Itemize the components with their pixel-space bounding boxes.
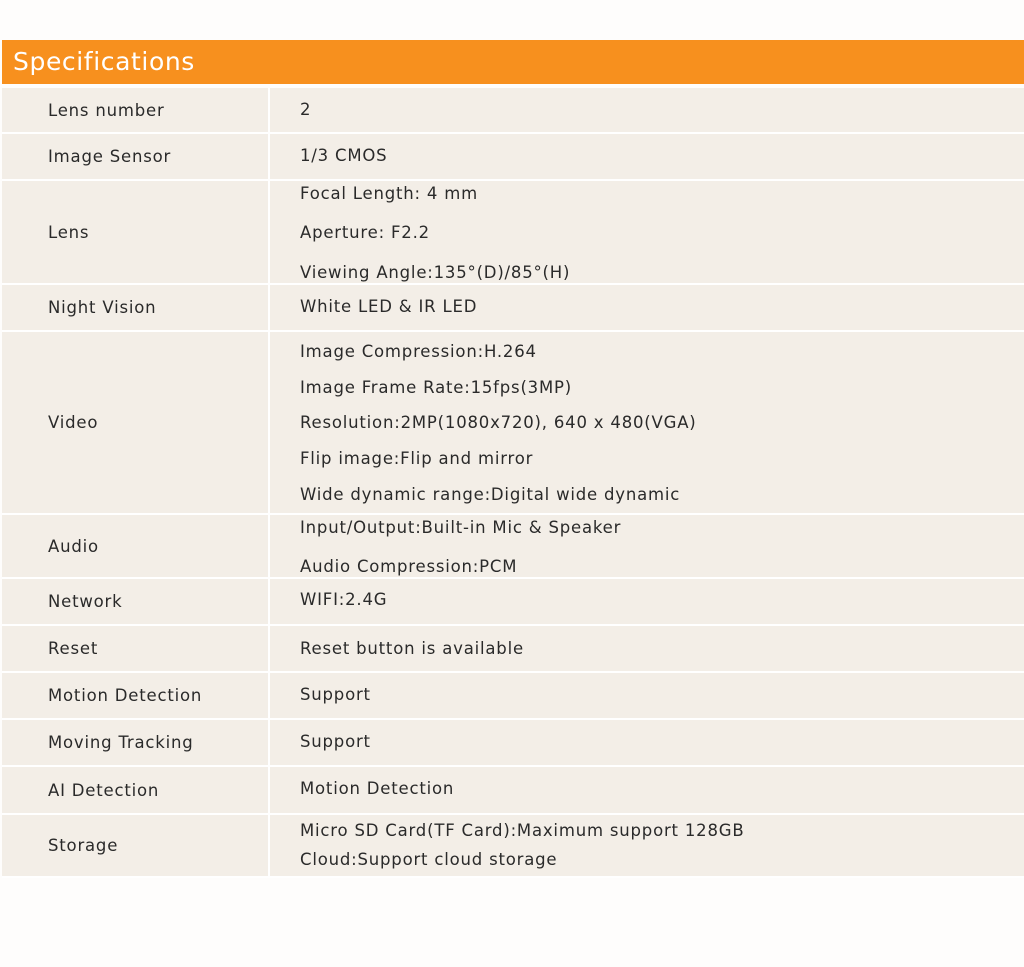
spec-value: 2 — [300, 100, 312, 119]
spec-values — [272, 181, 1024, 283]
spec-label: Audio — [2, 515, 270, 577]
spec-row — [2, 720, 1024, 767]
spec-row — [2, 285, 1024, 332]
spec-label: Image Sensor — [2, 134, 270, 179]
page-title: Specifications — [13, 47, 195, 76]
spec-value: White LED & IR LED — [300, 297, 478, 316]
spec-row — [2, 767, 1024, 815]
spec-values — [272, 285, 1024, 330]
spec-row — [2, 673, 1024, 720]
spec-table — [2, 88, 1024, 878]
spec-values — [272, 515, 1024, 577]
spec-values — [272, 626, 1024, 671]
spec-row — [2, 134, 1024, 181]
spec-values — [272, 88, 1024, 132]
spec-value: Motion Detection — [300, 779, 455, 798]
spec-value: Focal Length: 4 mm — [300, 184, 479, 203]
spec-label: Video — [2, 332, 270, 513]
spec-value: Cloud:Support cloud storage — [300, 850, 558, 869]
spec-label: Motion Detection — [2, 673, 270, 718]
spec-row — [2, 332, 1024, 515]
spec-value: Image Compression:H.264 — [300, 342, 537, 361]
spec-values — [272, 673, 1024, 718]
spec-value: WIFI:2.4G — [300, 590, 388, 609]
spec-value: Viewing Angle:135°(D)/85°(H) — [300, 263, 571, 282]
specifications-header — [2, 40, 1024, 84]
spec-value: Input/Output:Built-in Mic & Speaker — [300, 518, 622, 537]
spec-row — [2, 181, 1024, 285]
spec-value: 1/3 CMOS — [300, 146, 388, 165]
spec-values — [272, 579, 1024, 624]
spec-label: Reset — [2, 626, 270, 671]
spec-row — [2, 88, 1024, 134]
spec-label: AI Detection — [2, 767, 270, 813]
spec-row — [2, 579, 1024, 626]
spec-row — [2, 515, 1024, 579]
spec-row — [2, 626, 1024, 673]
spec-label: Lens — [2, 181, 270, 283]
spec-values — [272, 767, 1024, 813]
spec-values — [272, 332, 1024, 513]
spec-value: Support — [300, 685, 371, 704]
spec-value: Image Frame Rate:15fps(3MP) — [300, 378, 573, 397]
spec-value: Audio Compression:PCM — [300, 557, 518, 576]
spec-value: Aperture: F2.2 — [300, 223, 430, 242]
spec-value: Micro SD Card(TF Card):Maximum support 128GB — [300, 821, 745, 840]
spec-values — [272, 720, 1024, 765]
spec-row — [2, 815, 1024, 878]
spec-label: Storage — [2, 815, 270, 876]
spec-label: Moving Tracking — [2, 720, 270, 765]
spec-value: Support — [300, 732, 371, 751]
spec-label: Network — [2, 579, 270, 624]
spec-value: Wide dynamic range:Digital wide dynamic — [300, 485, 681, 504]
spec-value: Reset button is available — [300, 639, 524, 658]
spec-label: Lens number — [2, 88, 270, 132]
spec-value: Flip image:Flip and mirror — [300, 449, 534, 468]
spec-values — [272, 134, 1024, 179]
spec-label: Night Vision — [2, 285, 270, 330]
spec-value: Resolution:2MP(1080x720), 640 x 480(VGA) — [300, 413, 697, 432]
spec-values — [272, 815, 1024, 876]
